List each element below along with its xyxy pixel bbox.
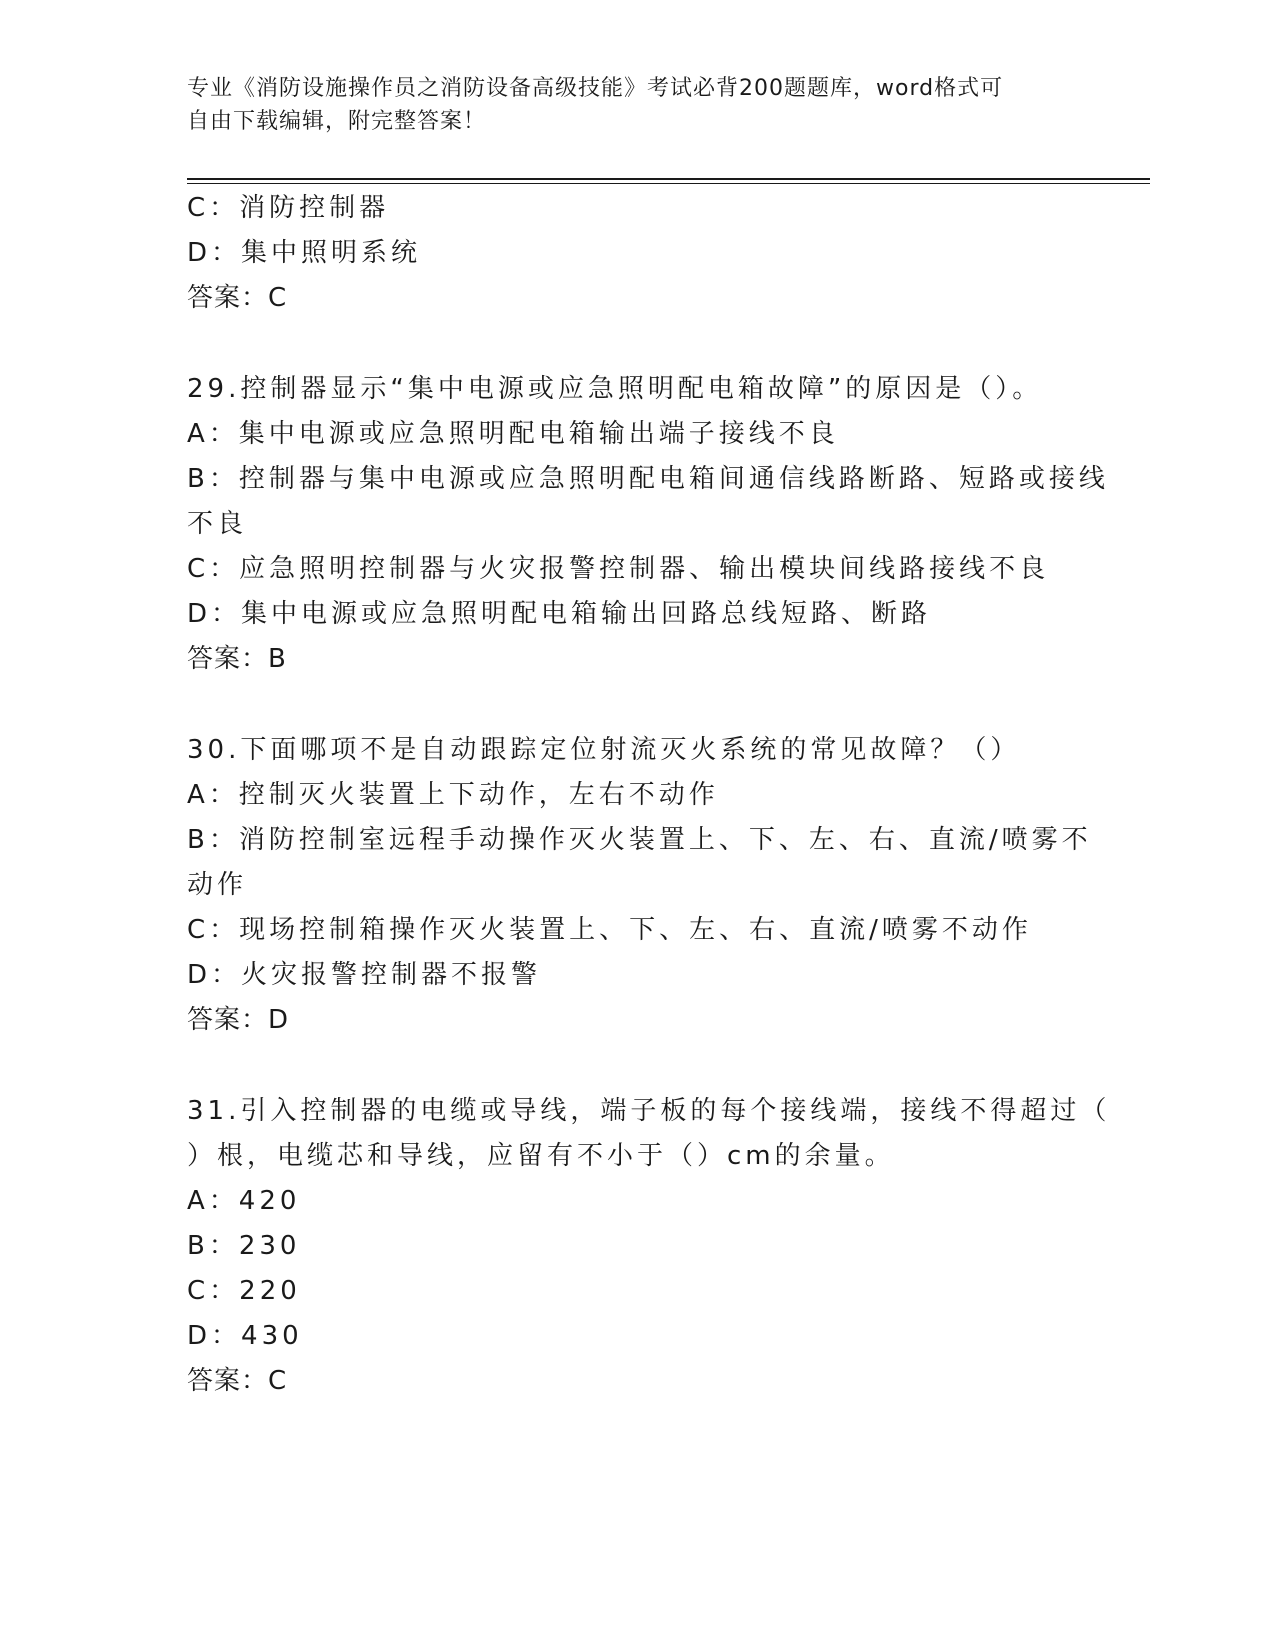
q30-answer: 答案：D <box>187 1005 290 1035</box>
header-divider-thick <box>187 178 1150 180</box>
q28-option-d: D：集中照明系统 <box>187 238 422 268</box>
q31-stem-cont: ）根，电缆芯和导线，应留有不小于（）cm的余量。 <box>187 1141 895 1171</box>
q31-option-a: A：420 <box>187 1186 301 1216</box>
q30-option-b: B：消防控制室远程手动操作灭火装置上、下、左、右、直流/喷雾不 <box>187 825 1092 855</box>
q29-option-b: B：控制器与集中电源或应急照明配电箱间通信线路断路、短路或接线 <box>187 464 1109 494</box>
q29-option-b-cont: 不良 <box>187 509 248 539</box>
q30-option-c: C：现场控制箱操作灭火装置上、下、左、右、直流/喷雾不动作 <box>187 915 1032 945</box>
q31-answer: 答案：C <box>187 1366 288 1396</box>
q29-option-c: C：应急照明控制器与火灾报警控制器、输出模块间线路接线不良 <box>187 554 1050 584</box>
q29-option-a: A：集中电源或应急照明配电箱输出端子接线不良 <box>187 419 839 449</box>
q31-option-c: C：220 <box>187 1276 301 1306</box>
q29-option-d: D：集中电源或应急照明配电箱输出回路总线短路、断路 <box>187 599 932 629</box>
q28-option-c: C：消防控制器 <box>187 193 390 223</box>
q29-answer: 答案：B <box>187 644 287 674</box>
q30-option-d: D：火灾报警控制器不报警 <box>187 960 542 990</box>
q30-option-a: A：控制灭火装置上下动作，左右不动作 <box>187 780 719 810</box>
header-divider-thin <box>187 183 1150 184</box>
q31-option-d: D：430 <box>187 1321 303 1351</box>
header-line-1: 专业《消防设施操作员之消防设备高级技能》考试必背200题题库，word格式可 <box>187 76 1004 101</box>
q29-stem: 29.控制器显示“集中电源或应急照明配电箱故障”的原因是（）。 <box>187 374 1043 404</box>
header-line-2: 自由下载编辑，附完整答案！ <box>187 109 487 134</box>
q31-stem: 31.引入控制器的电缆或导线，端子板的每个接线端，接线不得超过（ <box>187 1096 1111 1126</box>
q28-answer: 答案：C <box>187 283 288 313</box>
q31-option-b: B：230 <box>187 1231 301 1261</box>
q30-stem: 30.下面哪项不是自动跟踪定位射流灭火系统的常见故障？（） <box>187 735 1021 765</box>
q30-option-b-cont: 动作 <box>187 870 248 900</box>
document-header <box>187 72 1087 138</box>
